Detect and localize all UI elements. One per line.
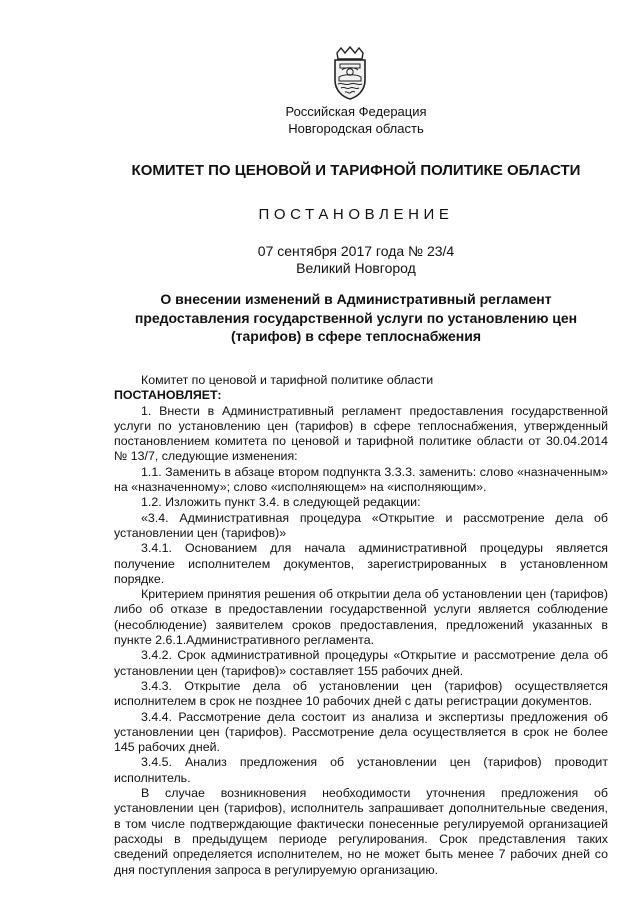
body-paragraph: 1.1. Заменить в абзаце втором подпункта 3.3.3. заменить: слово «назначенным» на «назначенному»; слово «исполняющем» на «исполняющим».	[114, 464, 608, 495]
document-type: ПОСТАНОВЛЕНИЕ	[258, 206, 454, 223]
country-name: Российская Федерация	[285, 104, 427, 119]
body-intro: Комитет по ценовой и тарифной политике области	[141, 373, 434, 387]
decree-word: ПОСТАНОВЛЯЕТ:	[114, 388, 222, 403]
committee-name: КОМИТЕТ ПО ЦЕНОВОЙ И ТАРИФНОЙ ПОЛИТИКЕ ОБЛАСТИ	[131, 162, 581, 179]
document-title	[96, 290, 616, 346]
body-paragraph: 1.2. Изложить пункт 3.4. в следующей редакции:	[141, 495, 421, 510]
document-date-number: 07 сентября 2017 года № 23/4	[257, 243, 455, 259]
body-paragraph: В случае возникновения необходимости уточнения предложения об установлении цен (тарифов), исполнитель запрашивает дополнительные сведения, в том числе подтверждающие фактически понесенные регулируемой организацией расходы в предыдущем периоде регулирования. Срок представления таких сведений определяется исполнителем, но не может быть менее 7 рабочих дней со дня поступления запроса в регулируемую организацию.	[114, 786, 608, 877]
region-name: Новгородская область	[288, 121, 424, 136]
body-paragraph: 3.4.1. Основанием для начала административной процедуры является получение исполнителем документов, зарегистрированных в установленном порядке.	[114, 541, 608, 586]
body-paragraph: 3.4.3. Открытие дела об установлении цен (тарифов) осуществляется исполнителем в срок не позднее 10 рабочих дней с даты регистрации документов.	[114, 678, 608, 709]
document-title-line: предоставления государственной услуги по установлению цен	[134, 309, 578, 326]
body-paragraph: 3.4.4. Рассмотрение дела состоит из анализа и экспертизы предложения об установлении цен (тарифов). Рассмотрение дела осуществляется в срок не более 145 рабочих дней.	[114, 709, 608, 755]
body-paragraph: «3.4. Административная процедура «Открытие и рассмотрение дела об установлении цен (тарифов)»	[114, 510, 608, 540]
body-paragraph: 3.4.2. Срок административной процедуры «Открытие и рассмотрение дела об установлении цен (тарифов)» составляет 155 рабочих дней.	[114, 648, 608, 678]
body-paragraph: Критерием принятия решения об открытии дела об установлении цен (тарифов) либо об отказе в предоставлении государственной услуги является соблюдение (несоблюдение) заявителем сроков предоставления, предложений указанных в пункте 2.6.1.Административного регламента.	[114, 587, 608, 648]
document-title-line: О внесении изменений в Административный регламент	[160, 291, 552, 307]
novgorod-coat-of-arms-icon	[327, 46, 373, 100]
document-city: Великий Новгород	[296, 260, 416, 276]
body-paragraph: 3.4.5. Анализ предложения об установлении цен (тарифов) проводит исполнитель.	[114, 755, 608, 785]
document-body	[114, 373, 608, 878]
document-title-line: (тарифов) в сфере теплоснабжения	[230, 328, 482, 344]
body-paragraph: 1. Внести в Административный регламент предоставления государственной услуги по установлению цен (тарифов) в сфере теплоснабжения, утвержденный постановлением комитета по ценовой и тарифной политике области от 30.04.2014 № 13/7, следующие изменения:	[114, 403, 608, 464]
